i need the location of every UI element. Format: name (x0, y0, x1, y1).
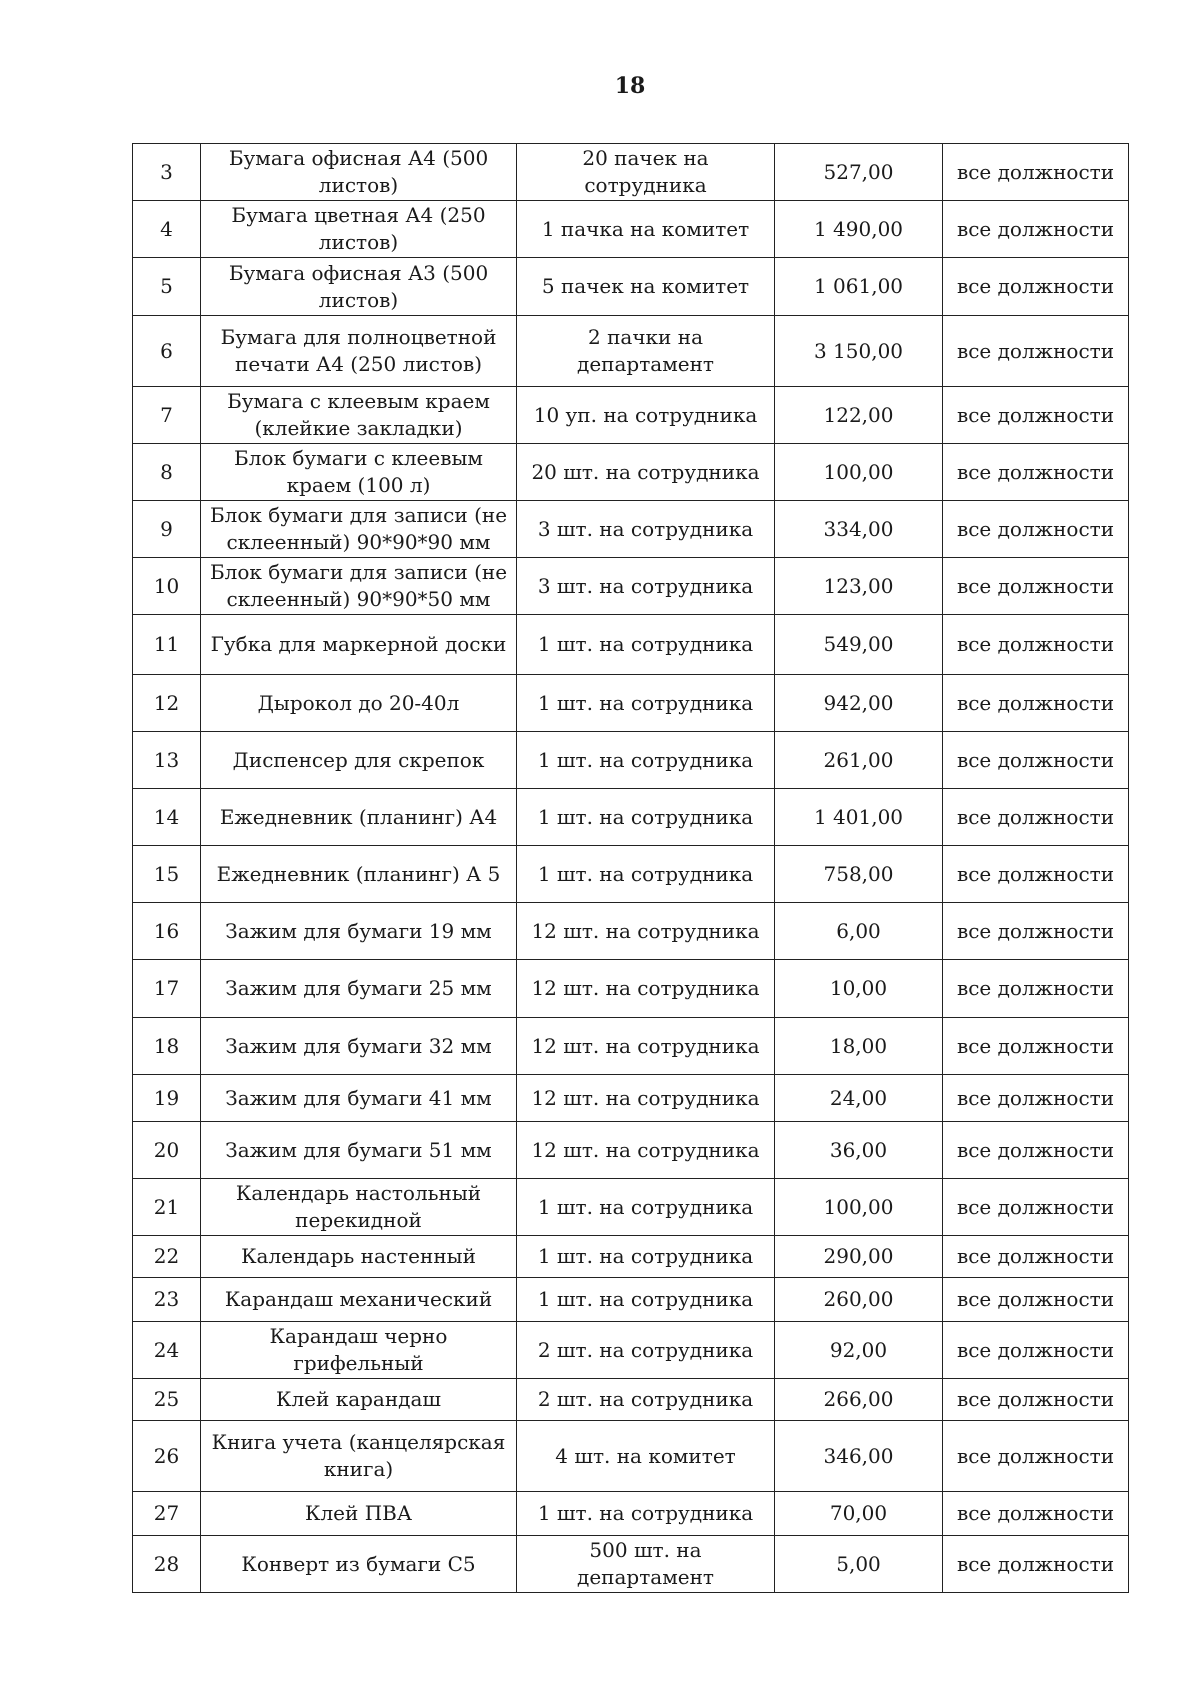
table-row (133, 558, 1129, 615)
cell-number: 26 (133, 1421, 201, 1492)
cell-number: 21 (133, 1179, 201, 1236)
cell-number: 4 (133, 201, 201, 258)
cell-price: 122,00 (775, 387, 943, 444)
cell-number: 16 (133, 903, 201, 960)
cell-price: 36,00 (775, 1122, 943, 1179)
cell-price: 3 150,00 (775, 316, 943, 387)
cell-name: Зажим для бумаги 41 мм (201, 1075, 517, 1122)
cell-price: 100,00 (775, 1179, 943, 1236)
table-row (133, 201, 1129, 258)
cell-name: Губка для маркерной доски (201, 615, 517, 675)
cell-position: все должности (943, 387, 1129, 444)
cell-name: Зажим для бумаги 19 мм (201, 903, 517, 960)
table-row (133, 1122, 1129, 1179)
table-row (133, 501, 1129, 558)
cell-norm: 2 шт. на сотрудника (517, 1379, 775, 1421)
table-row (133, 789, 1129, 846)
cell-price: 527,00 (775, 144, 943, 201)
cell-number: 20 (133, 1122, 201, 1179)
cell-norm: 1 шт. на сотрудника (517, 846, 775, 903)
cell-position: все должности (943, 1492, 1129, 1536)
cell-name: Карандаш механический (201, 1278, 517, 1322)
cell-position: все должности (943, 316, 1129, 387)
cell-number: 27 (133, 1492, 201, 1536)
cell-price: 70,00 (775, 1492, 943, 1536)
cell-norm: 1 шт. на сотрудника (517, 1179, 775, 1236)
cell-norm: 1 шт. на сотрудника (517, 1236, 775, 1278)
table-row (133, 387, 1129, 444)
cell-name: Клей карандаш (201, 1379, 517, 1421)
cell-name: Блок бумаги для записи (не склеенный) 90*90*90 мм (201, 501, 517, 558)
cell-name: Конверт из бумаги С5 (201, 1536, 517, 1593)
cell-position: все должности (943, 1122, 1129, 1179)
cell-position: все должности (943, 1075, 1129, 1122)
table-row (133, 1492, 1129, 1536)
cell-price: 260,00 (775, 1278, 943, 1322)
cell-norm: 2 шт. на сотрудника (517, 1322, 775, 1379)
cell-price: 266,00 (775, 1379, 943, 1421)
cell-position: все должности (943, 960, 1129, 1018)
cell-price: 758,00 (775, 846, 943, 903)
cell-name: Бумага офисная А4 (500 листов) (201, 144, 517, 201)
cell-position: все должности (943, 846, 1129, 903)
cell-position: все должности (943, 675, 1129, 732)
table-row (133, 675, 1129, 732)
cell-position: все должности (943, 1322, 1129, 1379)
cell-norm: 1 шт. на сотрудника (517, 789, 775, 846)
cell-number: 12 (133, 675, 201, 732)
table-row (133, 960, 1129, 1018)
cell-name: Зажим для бумаги 51 мм (201, 1122, 517, 1179)
supplies-table-body (133, 144, 1129, 1593)
cell-position: все должности (943, 501, 1129, 558)
cell-norm: 500 шт. на департамент (517, 1536, 775, 1593)
cell-name: Ежедневник (планинг) А 5 (201, 846, 517, 903)
cell-norm: 1 шт. на сотрудника (517, 615, 775, 675)
cell-position: все должности (943, 1421, 1129, 1492)
cell-position: все должности (943, 1179, 1129, 1236)
cell-norm: 5 пачек на комитет (517, 258, 775, 316)
cell-price: 123,00 (775, 558, 943, 615)
table-row (133, 1379, 1129, 1421)
cell-number: 18 (133, 1018, 201, 1075)
cell-norm: 1 шт. на сотрудника (517, 1278, 775, 1322)
cell-number: 3 (133, 144, 201, 201)
cell-norm: 4 шт. на комитет (517, 1421, 775, 1492)
cell-position: все должности (943, 1278, 1129, 1322)
cell-position: все должности (943, 1379, 1129, 1421)
table-row (133, 1278, 1129, 1322)
cell-norm: 12 шт. на сотрудника (517, 960, 775, 1018)
cell-price: 261,00 (775, 732, 943, 789)
cell-norm: 1 пачка на комитет (517, 201, 775, 258)
cell-position: все должности (943, 258, 1129, 316)
table-row (133, 1322, 1129, 1379)
table-row (133, 1536, 1129, 1593)
cell-number: 14 (133, 789, 201, 846)
cell-name: Календарь настольный перекидной (201, 1179, 517, 1236)
cell-number: 9 (133, 501, 201, 558)
table-row (133, 732, 1129, 789)
cell-norm: 12 шт. на сотрудника (517, 1122, 775, 1179)
cell-norm: 12 шт. на сотрудника (517, 1075, 775, 1122)
cell-norm: 12 шт. на сотрудника (517, 1018, 775, 1075)
cell-position: все должности (943, 144, 1129, 201)
table-row (133, 615, 1129, 675)
table-row (133, 258, 1129, 316)
cell-name: Клей ПВА (201, 1492, 517, 1536)
cell-position: все должности (943, 1236, 1129, 1278)
cell-position: все должности (943, 615, 1129, 675)
supplies-table (132, 143, 1129, 1593)
table-row (133, 316, 1129, 387)
cell-number: 23 (133, 1278, 201, 1322)
cell-number: 10 (133, 558, 201, 615)
cell-number: 28 (133, 1536, 201, 1593)
cell-number: 22 (133, 1236, 201, 1278)
cell-price: 1 061,00 (775, 258, 943, 316)
cell-number: 6 (133, 316, 201, 387)
page-number: 18 (614, 73, 646, 99)
cell-number: 13 (133, 732, 201, 789)
cell-position: все должности (943, 903, 1129, 960)
cell-name: Календарь настенный (201, 1236, 517, 1278)
cell-name: Ежедневник (планинг) А4 (201, 789, 517, 846)
cell-norm: 1 шт. на сотрудника (517, 675, 775, 732)
table-row (133, 1236, 1129, 1278)
cell-price: 346,00 (775, 1421, 943, 1492)
cell-name: Бумага для полноцветной печати А4 (250 листов) (201, 316, 517, 387)
cell-number: 24 (133, 1322, 201, 1379)
cell-norm: 3 шт. на сотрудника (517, 558, 775, 615)
table-row (133, 903, 1129, 960)
cell-number: 25 (133, 1379, 201, 1421)
cell-price: 6,00 (775, 903, 943, 960)
cell-position: все должности (943, 444, 1129, 501)
cell-norm: 12 шт. на сотрудника (517, 903, 775, 960)
table-row (133, 1421, 1129, 1492)
cell-name: Зажим для бумаги 25 мм (201, 960, 517, 1018)
cell-position: все должности (943, 1018, 1129, 1075)
cell-number: 8 (133, 444, 201, 501)
table-row (133, 1179, 1129, 1236)
cell-name: Бумага цветная А4 (250 листов) (201, 201, 517, 258)
cell-norm: 1 шт. на сотрудника (517, 1492, 775, 1536)
cell-norm: 20 шт. на сотрудника (517, 444, 775, 501)
cell-norm: 10 уп. на сотрудника (517, 387, 775, 444)
cell-price: 18,00 (775, 1018, 943, 1075)
cell-norm: 1 шт. на сотрудника (517, 732, 775, 789)
cell-position: все должности (943, 558, 1129, 615)
cell-name: Зажим для бумаги 32 мм (201, 1018, 517, 1075)
table-row (133, 846, 1129, 903)
cell-number: 19 (133, 1075, 201, 1122)
cell-price: 549,00 (775, 615, 943, 675)
cell-price: 24,00 (775, 1075, 943, 1122)
cell-name: Дырокол до 20-40л (201, 675, 517, 732)
cell-name: Блок бумаги для записи (не склеенный) 90*90*50 мм (201, 558, 517, 615)
cell-price: 92,00 (775, 1322, 943, 1379)
cell-number: 17 (133, 960, 201, 1018)
cell-norm: 2 пачки на департамент (517, 316, 775, 387)
cell-price: 290,00 (775, 1236, 943, 1278)
table-row (133, 444, 1129, 501)
cell-name: Книга учета (канцелярская книга) (201, 1421, 517, 1492)
cell-name: Карандаш черно грифельный (201, 1322, 517, 1379)
cell-norm: 3 шт. на сотрудника (517, 501, 775, 558)
cell-norm: 20 пачек на сотрудника (517, 144, 775, 201)
cell-position: все должности (943, 789, 1129, 846)
table-row (133, 1018, 1129, 1075)
cell-price: 5,00 (775, 1536, 943, 1593)
table-row (133, 144, 1129, 201)
cell-number: 15 (133, 846, 201, 903)
cell-name: Бумага офисная А3 (500 листов) (201, 258, 517, 316)
cell-name: Блок бумаги с клеевым краем (100 л) (201, 444, 517, 501)
cell-name: Диспенсер для скрепок (201, 732, 517, 789)
cell-number: 5 (133, 258, 201, 316)
cell-price: 1 401,00 (775, 789, 943, 846)
cell-position: все должности (943, 201, 1129, 258)
cell-position: все должности (943, 1536, 1129, 1593)
cell-price: 10,00 (775, 960, 943, 1018)
cell-number: 7 (133, 387, 201, 444)
cell-price: 1 490,00 (775, 201, 943, 258)
cell-number: 11 (133, 615, 201, 675)
cell-price: 100,00 (775, 444, 943, 501)
cell-name: Бумага с клеевым краем (клейкие закладки) (201, 387, 517, 444)
cell-position: все должности (943, 732, 1129, 789)
cell-price: 942,00 (775, 675, 943, 732)
cell-price: 334,00 (775, 501, 943, 558)
table-row (133, 1075, 1129, 1122)
